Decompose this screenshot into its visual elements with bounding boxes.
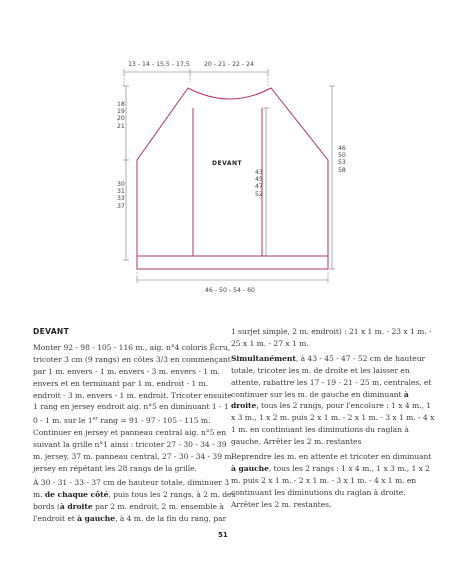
paragraph-cast-on-text: Monter 92 - 98 - 105 - 116 m., aig. n°4 coloris Écru, tricoter 3 cm (9 rangs) en côtes 3/3 en commençant par 1 m. envers - 1 m. envers - 3 m. envers - 1 m. envers et en terminant par 1 m. endroit - 1 m. endroit - 3 m. envers - 1 m. endroit. Tricoter ensuite 1 rang en jersey endroit aig. n°5 en diminuant 1 - 1 - 0 - 1 m. sur le 1er rang = 91 - 97 - 105 - 115 m. Continuer en jersey et panneau central aig. n°5 en suivant la grille n°1 ainsi : tricoter 27 - 30 - 34 - 39 m. jersey, 37 m. panneau central, 27 - 30 - 34 - 39 m. jersey en répétant les 28 rangs de la grille.	[33, 342, 234, 473]
text-column-right	[231, 326, 435, 514]
dim-shoulder-width: 13 - 14 - 15,5 - 17,5	[128, 61, 190, 68]
paragraph-neckline	[231, 353, 435, 448]
raglan-text-e: , à 4 m. de la fin du rang, par	[115, 514, 227, 524]
neckline-emphasis-1: Simultanément	[231, 353, 296, 363]
paragraph-resume	[231, 451, 435, 511]
neckline-text-c: , tous les 2 rangs, pour l'encolure : 1 x 4 m., 1 x 3 m., 1 x 2 m. puis 2 x 1 m. - 2 x 1 m. - 3 x 1 m. - 4 x 1 m. en continuant les diminutions du raglan à gauche. Arrêter les 2 m. restantes	[231, 401, 435, 447]
garment-outline	[137, 88, 328, 269]
paragraph-cast-on	[33, 342, 237, 475]
dim-bottom-width: 46 - 50 - 54 - 60	[205, 287, 255, 294]
raglan-emphasis-1: de chaque côté	[44, 490, 109, 500]
raglan-text-c: , puis tous les 2 rangs, à 2 m. des bords (	[33, 490, 236, 512]
raglan-emphasis-3: à gauche	[77, 514, 116, 524]
piece-label: DEVANT	[212, 160, 243, 167]
text-column-left	[33, 326, 237, 528]
resume-text-c: , tous les 2 rangs : 1 x 4 m., 1 x 3 m., 1 x 2 m. puis 2 x 1 m. - 2 x 1 m. - 3 x 1 m. - 4 x 1 m. en continuant les diminutions du raglan à droite. Arrêter les 2 m. restantes.	[231, 463, 430, 509]
dim-total-height: 46 50 53 58	[338, 145, 346, 174]
resume-emphasis-1: à gauche	[231, 463, 269, 473]
page-number: 51	[218, 531, 228, 539]
raglan-emphasis-2: à droite	[59, 502, 93, 512]
dim-neckline-height: 43 45 47 52	[255, 169, 263, 198]
section-title: DEVANT	[33, 327, 70, 336]
resume-text-a: Reprendre les m. en attente et tricoter en diminuant	[231, 452, 432, 462]
neckline-emphasis-2: à droite	[231, 389, 409, 411]
neckline-text-a: , à 43 - 45 - 47 - 52 cm de hauteur totale, tricoter les m. de droite et les laisser en attente, rabattre les 17 - 19 - 21 - 25 m. centrales, et continuer sur les m. de gauche en diminuant	[231, 353, 432, 399]
raglan-text-d: par 2 m. endroit, 2 m. ensemble à l'endroit et	[33, 502, 224, 524]
paragraph-surjet	[231, 326, 435, 350]
dim-neck-width: 20 - 21 - 22 - 24	[204, 61, 254, 68]
dim-body-height: 30 31 33 37	[117, 181, 125, 210]
surjet-text: 1 surjet simple, 2 m. endroit) : 21 x 1 m. - 23 x 1 m. - 25 x 1 m. - 27 x 1 m.	[231, 327, 432, 348]
raglan-text-a: À 30 - 31 - 33 - 37 cm de hauteur totale, diminuer 3 m.	[33, 478, 229, 500]
dim-armhole-height: 18 19 20 21	[117, 101, 125, 130]
paragraph-raglan	[33, 477, 237, 525]
